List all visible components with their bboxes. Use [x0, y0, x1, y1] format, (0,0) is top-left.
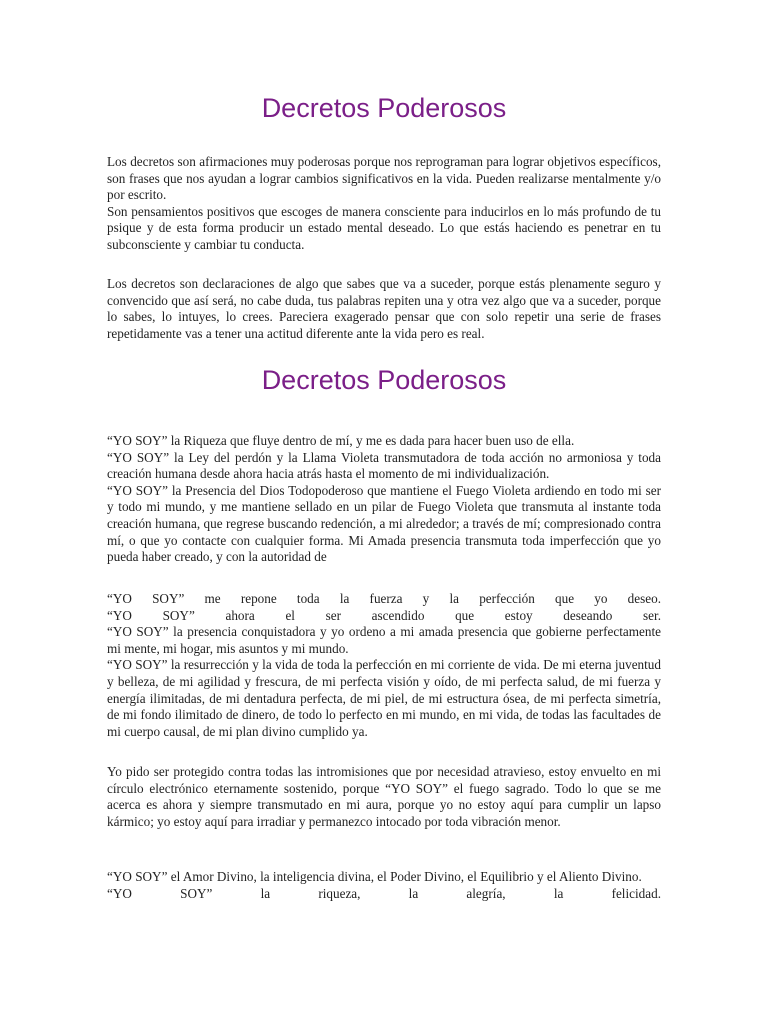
decree-text: “YO SOY” la resurrección y la vida de toda la perfección en mi corriente de vida. De mi eterna juventud y belleza, de mi agilidad y frescura, de mi perfecta visión y oído, de mi perfecta salud, de mi fuerza y energía ilimitadas, de mi dentadura perfecta, de mi piel, de mi estructura ósea, de mi perfecta simetría, de mi fondo ilimitado de dinero, de todo lo perfecto en mi mundo, en mi vida, de todas las facultades de mi cuerpo causal, de mi plan divino cumplido ya. [107, 657, 661, 739]
protection-text: Yo pido ser protegido contra todas las intromisiones que por necesidad atravieso, estoy envuelto en mi círculo electrónico eternamente sostenido, porque “YO SOY” el fuego sagrado. Todo lo que se me acerca es ahora y siempre transmutado en mi aura, porque yo no estoy aquí para cumplir un lapso kármico; yo estoy aquí para irradiar y permanezco intocado por toda vibración menor. [107, 764, 661, 829]
page-title: Decretos Poderosos [261, 93, 507, 123]
decrees-block-3 [107, 869, 661, 902]
intro-text-3: Los decretos son declaraciones de algo que sabes que va a suceder, porque estás plenamente seguro y convencido que así será, no cabe duda, tus palabras repiten una y otra vez algo que va a suceder, porque lo sabes, lo intuyes, lo crees. Pareciera exagerado pensar que con solo repetir una serie de frases repetidamente vas a tener una actitud diferente ante la vida pero es real. [107, 276, 661, 341]
decree-text: “YO SOY” el Amor Divino, la inteligencia divina, el Poder Divino, el Equilibrio y el Aliento Divino. [107, 869, 642, 884]
decrees-block-2 [107, 591, 661, 740]
decree-text: “YO SOY” la Ley del perdón y la Llama Violeta transmutadora de toda acción no armoniosa y toda creación humana desde ahora hacia atrás hasta el momento de mi individualización. [107, 449, 661, 482]
decree-text: “YO SOY” me repone toda la fuerza y la perfección que yo deseo. [107, 591, 661, 606]
intro-paragraph [107, 154, 661, 254]
decree-text: “YO SOY” la riqueza, la alegría, la felicidad. [107, 885, 661, 901]
decree-text: “YO SOY” la presencia conquistadora y yo ordeno a mi amada presencia que gobierne perfectamente mi mente, mi hogar, mis asuntos y mi mundo. [107, 624, 661, 656]
intro-paragraph-2 [107, 276, 661, 342]
intro-text-1: Los decretos son afirmaciones muy poderosas porque nos reprograman para lograr objetivos específicos, son frases que nos ayudan a lograr cambios significativos en la vida. Pueden realizarse mentalmente y/o por escrito. [107, 154, 661, 203]
decree-text: “YO SOY” ahora el ser ascendido que estoy deseando ser. [107, 607, 661, 623]
decrees-block-1 [107, 433, 661, 566]
intro-text-2: Son pensamientos positivos que escoges de manera consciente para inducirlos en lo más profundo de tu psique y de esta forma producir un estado mental deseado. Lo que estás haciendo es penetrar en tu subconsciente y cambiar tu conducta. [107, 203, 661, 252]
section-title: Decretos Poderosos [261, 365, 507, 395]
decree-text: “YO SOY” la Riqueza que fluye dentro de mí, y me es dada para hacer buen uso de ella. [107, 433, 575, 448]
decree-text: “YO SOY” la Presencia del Dios Todopoderoso que mantiene el Fuego Violeta ardiendo en todo mi ser y todo mi mundo, y me mantiene sellado en un pilar de Fuego Violeta que transmuta al instante toda creación humana, que regrese buscando redención, a mi alrededor; a través de mí; compresionado contra mí, o que yo contacte con cualquier forma. Mi Amada presencia transmuta toda imperfección que yo pueda haber creado, y con la autoridad de [107, 482, 661, 565]
protection-paragraph [107, 764, 661, 830]
